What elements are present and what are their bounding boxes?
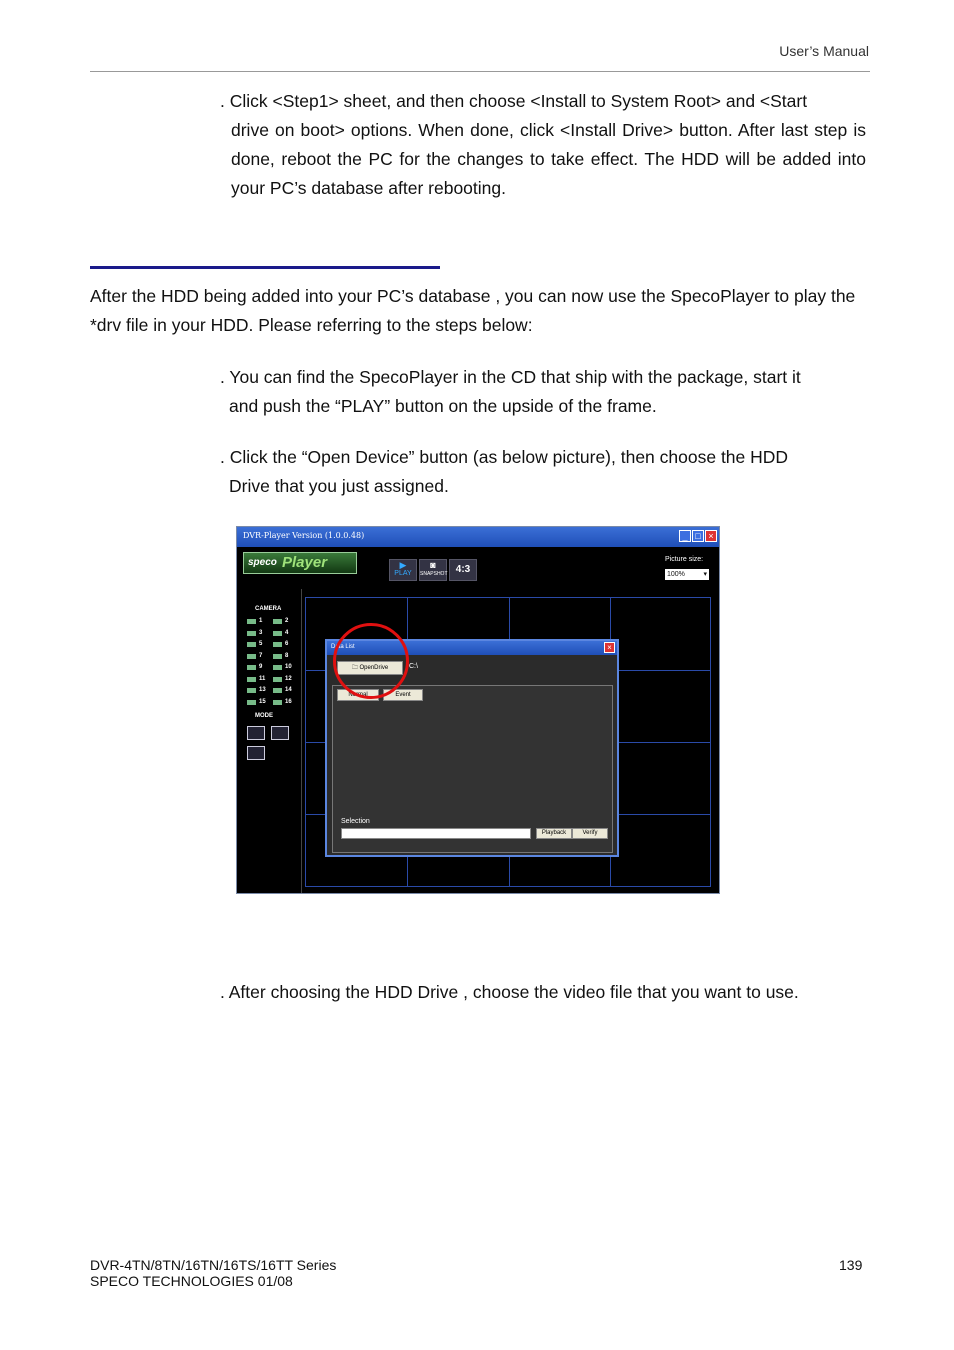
camera-icon[interactable] [247, 677, 256, 682]
step-2 [220, 363, 866, 421]
camera-number: 10 [285, 664, 292, 670]
section-rule [90, 266, 440, 269]
folder-icon: 🗀 [351, 665, 358, 671]
camera-number: 15 [259, 698, 266, 705]
play-icon: ▶ [399, 560, 407, 570]
playback-button[interactable]: Playback [536, 828, 572, 839]
camera-icon[interactable] [273, 619, 282, 624]
picture-size-label: Picture size: [665, 556, 704, 563]
camera-icon[interactable] [273, 665, 282, 670]
step-4: . After choosing the HDD Drive , choose the video file that you want to use. [220, 982, 799, 1002]
camera-icon[interactable] [247, 700, 256, 705]
step-1-line1: . Click <Step1> sheet, and then choose <Install to System Root> and <Start [220, 91, 808, 111]
logo-text-speco: speco [248, 557, 277, 568]
play-label: PLAY [394, 570, 412, 577]
picture-size-value: 100% [667, 571, 685, 578]
close-icon[interactable]: × [705, 530, 717, 542]
selection-label: Selection [341, 818, 370, 825]
open-drive-label: OpenDrive [359, 665, 389, 671]
speco-player-screenshot [236, 526, 720, 894]
camera-number: 12 [285, 675, 292, 682]
chevron-down-icon: ▾ [703, 571, 707, 578]
camera-icon[interactable] [273, 654, 282, 659]
camera-number: 13 [259, 687, 266, 693]
intro-paragraph: After the HDD being added into your PC’s database , you can now use the SpecoPlayer to play the *drv file in your HDD. Please referring to the steps below: [90, 286, 856, 335]
snapshot-label: SNAPSHOT [420, 571, 448, 577]
speco-player-logo [243, 552, 357, 574]
play-button[interactable] [389, 559, 417, 581]
logo-text-player: Player [282, 554, 328, 571]
step-3-rest: Drive that you just assigned. [229, 476, 449, 496]
minimize-icon[interactable]: _ [679, 530, 691, 542]
mode-4-split-icon[interactable] [247, 726, 265, 740]
camera-icon[interactable] [247, 642, 256, 647]
camera-number: 5 [259, 641, 263, 647]
dialog-close-icon[interactable]: × [604, 642, 615, 653]
camera-number: 14 [285, 687, 292, 693]
footer-company: SPECO TECHNOLOGIES 01/08 [90, 1273, 293, 1289]
camera-panel [237, 589, 302, 893]
step-1 [220, 87, 866, 203]
camera-number: 7 [259, 652, 263, 659]
header-title: User’s Manual [779, 43, 869, 59]
camera-icon[interactable] [273, 631, 282, 636]
camera-number: 11 [259, 675, 266, 682]
camera-icon[interactable] [273, 677, 282, 682]
page-number: 139 [839, 1257, 863, 1273]
verify-button[interactable]: Verify [572, 828, 608, 839]
camera-icon: ◙ [430, 560, 436, 570]
tab-event[interactable]: Event [383, 689, 423, 701]
selection-field[interactable] [341, 828, 531, 839]
highlight-circle [333, 623, 409, 699]
camera-icon[interactable] [247, 631, 256, 636]
camera-number: 9 [259, 664, 263, 670]
camera-number: 3 [259, 629, 263, 636]
camera-icon[interactable] [247, 665, 256, 670]
camera-icon[interactable] [247, 654, 256, 659]
camera-icon[interactable] [247, 688, 256, 693]
camera-icon[interactable] [273, 642, 282, 647]
data-list-panel [332, 685, 613, 853]
dialog-title: Data List [331, 644, 355, 650]
camera-number: 6 [285, 641, 289, 647]
step-1-rest: drive on boot> options. When done, click <Install Drive> button. After last step is done, reboot the PC for the changes to take effect. The HDD will be added into your PC’s database after rebooting. [231, 120, 866, 198]
step-3-line1: . Click the “Open Device” button (as below picture), then choose the HDD [220, 447, 789, 467]
aspect-button[interactable]: 4:3 [449, 559, 477, 581]
tab-normal[interactable]: Normal [337, 689, 379, 701]
camera-icon[interactable] [273, 700, 282, 705]
maximize-icon[interactable]: □ [692, 530, 704, 542]
window-title: DVR-Player Version (1.0.0.48) [243, 531, 365, 540]
snapshot-button[interactable] [419, 559, 447, 581]
camera-number: 16 [285, 698, 292, 705]
camera-number: 1 [259, 618, 263, 624]
mode-label: MODE [255, 713, 273, 719]
camera-number: 4 [285, 629, 289, 636]
header-rule [90, 71, 870, 72]
step-3 [220, 443, 866, 501]
mode-16-split-icon[interactable] [247, 746, 265, 760]
drive-path: C:\ [409, 663, 418, 670]
picture-size-select[interactable] [665, 569, 709, 580]
mode-9-split-icon[interactable] [271, 726, 289, 740]
step-2-rest: and push the “PLAY” button on the upside of the frame. [229, 396, 657, 416]
camera-number: 2 [285, 618, 289, 624]
window-titlebar [237, 527, 719, 547]
camera-number: 8 [285, 652, 289, 659]
camera-label: CAMERA [255, 606, 282, 612]
camera-icon[interactable] [247, 619, 256, 624]
footer-series: DVR-4TN/8TN/16TN/16TS/16TT Series [90, 1257, 337, 1273]
camera-icon[interactable] [273, 688, 282, 693]
step-2-line1: . You can find the SpecoPlayer in the CD that ship with the package, start it [220, 367, 801, 387]
